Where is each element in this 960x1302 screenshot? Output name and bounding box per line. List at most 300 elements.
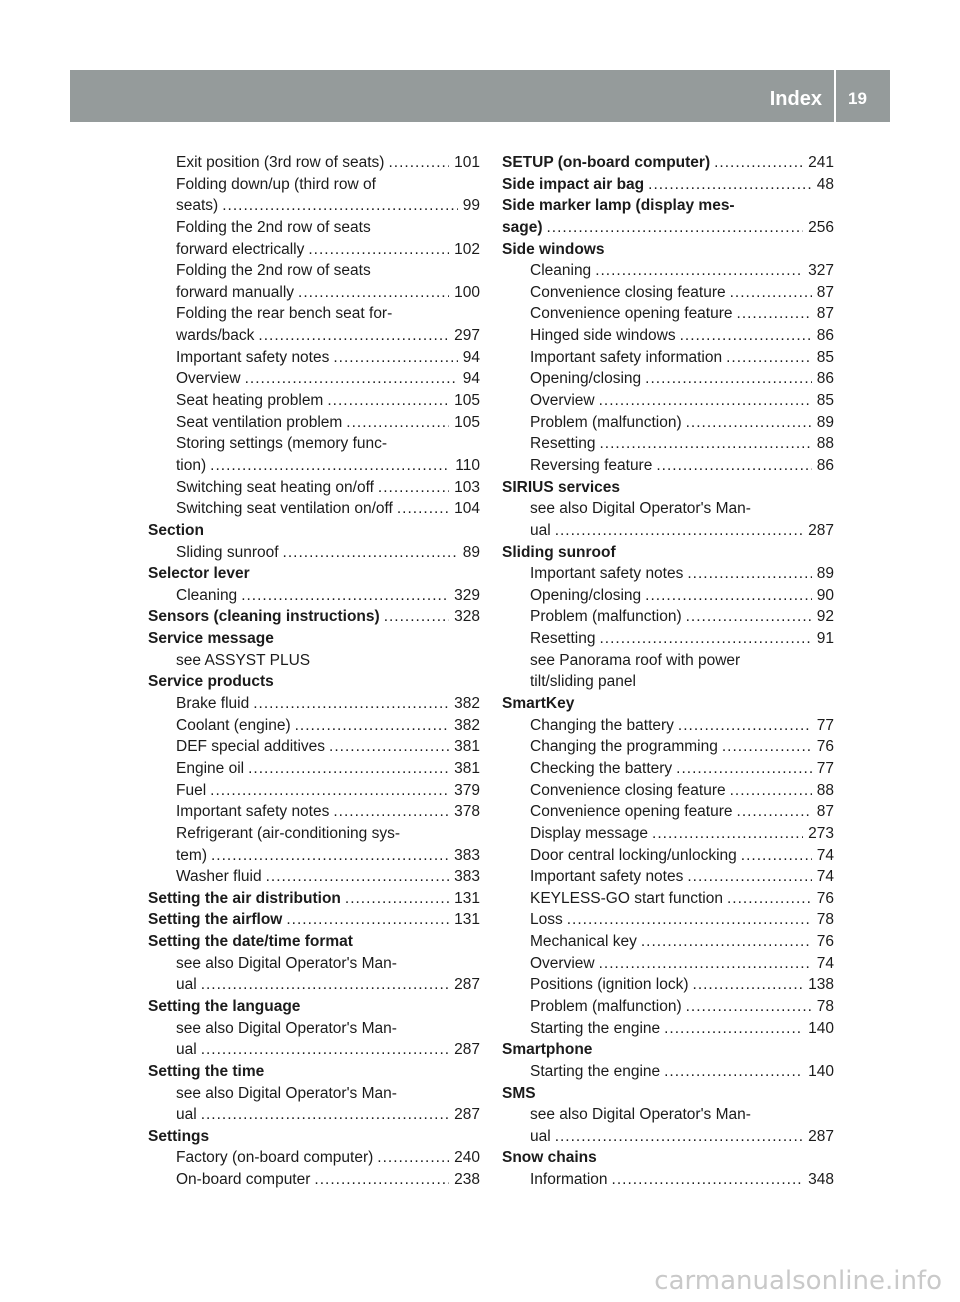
page-reference: 287 <box>808 1127 834 1145</box>
index-subentry <box>148 390 480 412</box>
dot-leader <box>397 498 449 520</box>
dot-leader <box>266 866 450 888</box>
entry-text: Opening/closing <box>530 370 642 388</box>
entry-text: Setting the air distribution <box>148 889 341 907</box>
index-heading <box>502 1039 834 1061</box>
index-heading <box>502 1083 834 1105</box>
entry-text: Service products <box>148 673 274 691</box>
page-reference: 86 <box>816 370 834 388</box>
index-heading <box>502 195 834 217</box>
page-reference: 77 <box>816 759 834 777</box>
page-reference: 287 <box>454 1106 480 1124</box>
dot-leader <box>210 455 450 477</box>
entry-text: Resetting <box>530 630 596 648</box>
page-reference: 78 <box>816 997 834 1015</box>
index-subentry <box>502 606 834 628</box>
entry-text: see Panorama roof with power <box>530 651 741 669</box>
entry-text: Starting the engine <box>530 1019 661 1037</box>
index-subentry <box>148 866 480 888</box>
index-subentry <box>148 801 480 823</box>
index-heading <box>502 542 834 564</box>
dot-leader <box>648 174 812 196</box>
page-reference: 287 <box>808 521 834 539</box>
dot-leader <box>686 996 812 1018</box>
entry-text: Loss <box>530 911 563 929</box>
page-reference: 78 <box>816 911 834 929</box>
page-reference: 138 <box>808 976 834 994</box>
index-subentry <box>148 195 480 217</box>
page-reference: 101 <box>454 154 480 171</box>
entry-text: see also Digital Operator's Man- <box>176 954 397 972</box>
index-subentry <box>148 152 480 174</box>
entry-text: ual <box>530 1127 551 1145</box>
index-heading <box>148 931 480 953</box>
index-subentry <box>502 845 834 867</box>
page-reference: 92 <box>816 608 834 626</box>
entry-text: Refrigerant (air-conditioning sys- <box>176 824 400 842</box>
entry-text: Seat ventilation problem <box>176 413 343 431</box>
page-reference: 287 <box>454 976 480 994</box>
index-subentry <box>148 412 480 434</box>
dot-leader <box>295 715 450 737</box>
index-heading <box>148 996 480 1018</box>
index-heading <box>502 217 834 239</box>
index-subentry <box>502 1169 834 1191</box>
entry-text: Important safety information <box>530 348 723 366</box>
dot-leader <box>314 1169 449 1191</box>
page-reference: 256 <box>808 218 834 236</box>
entry-text: Sliding sunroof <box>176 543 279 561</box>
entry-text: see also Digital Operator's Man- <box>530 500 751 518</box>
dot-leader <box>327 390 449 412</box>
page-reference: 104 <box>454 500 480 518</box>
index-heading <box>502 152 834 174</box>
dot-leader <box>333 347 457 369</box>
page-reference: 110 <box>455 456 480 474</box>
dot-leader <box>567 909 812 931</box>
page-reference: 105 <box>454 413 480 431</box>
index-subentry <box>502 303 834 325</box>
dot-leader <box>656 455 811 477</box>
dot-leader <box>555 1126 803 1148</box>
page-reference: 103 <box>454 478 480 496</box>
index-heading <box>502 477 834 499</box>
page-reference: 85 <box>816 348 834 366</box>
index-subentry <box>148 823 480 845</box>
page-reference: 131 <box>454 911 480 929</box>
entry-text: Coolant (engine) <box>176 716 291 734</box>
page-reference: 328 <box>454 608 480 626</box>
index-heading <box>148 628 480 650</box>
entry-text: Exit position (3rd row of seats) <box>176 154 385 171</box>
entry-text: Checking the battery <box>530 759 673 777</box>
dot-leader <box>245 368 458 390</box>
entry-text: Side windows <box>502 240 605 258</box>
dot-leader <box>737 801 812 823</box>
page-reference: 297 <box>454 327 480 345</box>
entry-text: Hinged side windows <box>530 327 676 345</box>
index-subentry <box>502 758 834 780</box>
page-reference: 76 <box>816 738 834 756</box>
entry-text: see also Digital Operator's Man- <box>176 1084 397 1102</box>
page-reference: 348 <box>808 1171 834 1189</box>
index-subentry <box>502 974 834 996</box>
entry-text: SIRIUS services <box>502 478 621 496</box>
dot-leader <box>664 1018 803 1040</box>
dot-leader <box>652 823 803 845</box>
index-subentry <box>502 498 834 520</box>
index-subentry <box>502 563 834 585</box>
entry-text: Sensors (cleaning instructions) <box>148 608 380 626</box>
page-reference: 48 <box>816 175 834 193</box>
index-heading <box>148 520 480 542</box>
entry-text: Problem (malfunction) <box>530 997 682 1015</box>
index-subentry <box>502 1104 834 1126</box>
entry-text: Important safety notes <box>176 803 330 821</box>
index-heading <box>148 888 480 910</box>
entry-text: Problem (malfunction) <box>530 413 682 431</box>
index-subentry <box>502 585 834 607</box>
page-reference: 378 <box>454 803 480 821</box>
page-reference: 131 <box>454 889 480 907</box>
section-title: Index <box>769 88 822 110</box>
dot-leader <box>248 758 449 780</box>
entry-text: Convenience closing feature <box>530 283 726 301</box>
entry-text: Side impact air bag <box>502 175 645 193</box>
page-reference: 273 <box>808 824 834 842</box>
dot-leader <box>258 325 449 347</box>
entry-text: sage) <box>502 218 543 236</box>
index-subentry <box>148 498 480 520</box>
watermark: carmanualsonline.info <box>654 1266 942 1296</box>
page-reference: 87 <box>816 283 834 301</box>
entry-text: Washer fluid <box>176 868 262 886</box>
dot-leader <box>201 1104 449 1126</box>
index-subentry <box>148 1039 480 1061</box>
dot-leader <box>210 780 449 802</box>
entry-text: SMS <box>502 1084 536 1102</box>
index-subentry <box>502 650 834 672</box>
dot-leader <box>645 585 812 607</box>
index-subentry <box>148 736 480 758</box>
dot-leader <box>333 801 449 823</box>
entry-text: see ASSYST PLUS <box>176 651 311 669</box>
entry-text: Snow chains <box>502 1149 597 1167</box>
index-subentry <box>148 433 480 455</box>
index-heading <box>502 239 834 261</box>
dot-leader <box>547 217 804 239</box>
index-subentry <box>148 758 480 780</box>
dot-leader <box>241 585 449 607</box>
entry-text: ual <box>530 521 551 539</box>
page-reference: 240 <box>454 1149 480 1167</box>
index-subentry <box>502 823 834 845</box>
entry-text: Important safety notes <box>176 348 330 366</box>
header-divider <box>834 70 836 122</box>
entry-text: Selector lever <box>148 565 250 583</box>
dot-leader <box>201 974 449 996</box>
entry-text: Overview <box>530 954 595 972</box>
entry-text: Sliding sunroof <box>502 543 616 561</box>
index-subentry <box>148 325 480 347</box>
page-reference: 89 <box>462 543 480 561</box>
index-subentry <box>148 1083 480 1105</box>
index-subentry <box>502 780 834 802</box>
index-subentry <box>148 455 480 477</box>
dot-leader <box>726 347 812 369</box>
index-subentry <box>148 174 480 196</box>
dot-leader <box>680 325 812 347</box>
entry-text: Engine oil <box>176 759 245 777</box>
dot-leader <box>687 866 811 888</box>
page-reference: 94 <box>462 348 480 366</box>
page-reference: 90 <box>816 586 834 604</box>
index-heading <box>502 693 834 715</box>
index-subentry <box>502 909 834 931</box>
page-reference: 383 <box>454 846 480 864</box>
index-heading <box>148 563 480 585</box>
dot-leader <box>345 888 449 910</box>
index-subentry <box>502 347 834 369</box>
page-reference: 379 <box>454 781 480 799</box>
entry-text: tilt/sliding panel <box>530 673 636 691</box>
index-subentry <box>148 1104 480 1126</box>
entry-text: Convenience opening feature <box>530 305 733 323</box>
entry-text: Setting the language <box>148 997 301 1015</box>
dot-leader <box>730 282 812 304</box>
dot-leader <box>686 412 812 434</box>
index-subentry <box>148 780 480 802</box>
page-reference: 105 <box>454 392 480 410</box>
index-subentry <box>148 217 480 239</box>
page-reference: 87 <box>816 305 834 323</box>
page-reference: 383 <box>454 868 480 886</box>
page-reference: 382 <box>454 716 480 734</box>
index-subentry <box>502 433 834 455</box>
index-subentry <box>502 390 834 412</box>
index-subentry <box>148 542 480 564</box>
entry-text: Setting the airflow <box>148 911 283 929</box>
index-subentry <box>502 953 834 975</box>
index-subentry <box>148 368 480 390</box>
entry-text: On-board computer <box>176 1171 311 1189</box>
page-reference: 86 <box>816 456 834 474</box>
entry-text: Smartphone <box>502 1041 593 1059</box>
index-column-right <box>502 152 834 1191</box>
dot-leader <box>676 758 812 780</box>
dot-leader <box>645 368 812 390</box>
dot-leader <box>222 195 458 217</box>
page-number: 19 <box>848 89 867 108</box>
entry-text: Side marker lamp (display mes- <box>502 197 735 215</box>
index-heading <box>148 909 480 931</box>
entry-text: tem) <box>176 846 207 864</box>
index-subentry <box>502 801 834 823</box>
entry-text: forward electrically <box>176 240 305 258</box>
entry-text: Door central locking/unlocking <box>530 846 737 864</box>
page-reference: 94 <box>462 370 480 388</box>
entry-text: Convenience closing feature <box>530 781 726 799</box>
page-reference: 327 <box>808 262 834 280</box>
dot-leader <box>286 909 449 931</box>
index-subentry <box>502 455 834 477</box>
index-subentry <box>502 1061 834 1083</box>
entry-text: Information <box>530 1171 608 1189</box>
entry-text: ual <box>176 976 197 994</box>
page-reference: 77 <box>816 716 834 734</box>
dot-leader <box>599 628 811 650</box>
page-reference: 102 <box>454 240 480 258</box>
index-subentry <box>502 931 834 953</box>
entry-text: Folding down/up (third row of <box>176 175 376 193</box>
page-reference: 89 <box>816 413 834 431</box>
index-subentry <box>502 736 834 758</box>
dot-leader <box>377 1147 449 1169</box>
entry-text: Cleaning <box>176 586 238 604</box>
entry-text: Switching seat heating on/off <box>176 478 374 496</box>
dot-leader <box>298 282 449 304</box>
index-heading <box>502 174 834 196</box>
dot-leader <box>612 1169 804 1191</box>
index-subentry <box>148 715 480 737</box>
entry-text: wards/back <box>176 327 255 345</box>
index-subentry <box>502 628 834 650</box>
dot-leader <box>378 477 449 499</box>
index-column-left <box>148 152 480 1191</box>
index-subentry <box>502 260 834 282</box>
page-reference: 86 <box>816 327 834 345</box>
page-reference: 140 <box>808 1019 834 1037</box>
index-heading <box>502 1147 834 1169</box>
entry-text: Convenience opening feature <box>530 803 733 821</box>
page-reference: 87 <box>816 803 834 821</box>
dot-leader <box>599 953 812 975</box>
entry-text: Positions (ignition lock) <box>530 976 689 994</box>
dot-leader <box>283 542 458 564</box>
dot-leader <box>599 433 811 455</box>
page-reference: 76 <box>816 933 834 951</box>
dot-leader <box>727 888 812 910</box>
dot-leader <box>714 152 803 174</box>
entry-text: Folding the 2nd row of seats <box>176 262 371 280</box>
dot-leader <box>555 520 803 542</box>
page-reference: 381 <box>454 738 480 756</box>
index-subentry <box>502 671 834 693</box>
entry-text: Brake fluid <box>176 695 250 713</box>
dot-leader <box>384 606 449 628</box>
page-reference: 74 <box>816 868 834 886</box>
entry-text: Setting the time <box>148 1062 265 1080</box>
entry-text: Switching seat ventilation on/off <box>176 500 393 518</box>
dot-leader <box>722 736 812 758</box>
index-subentry <box>502 715 834 737</box>
index-subentry <box>148 650 480 672</box>
index-subentry <box>148 693 480 715</box>
index-heading <box>148 1061 480 1083</box>
page-reference: 241 <box>808 154 834 171</box>
entry-text: Folding the 2nd row of seats <box>176 218 371 236</box>
entry-text: ual <box>176 1106 197 1124</box>
index-subentry <box>148 974 480 996</box>
dot-leader <box>211 845 449 867</box>
index-subentry <box>148 1169 480 1191</box>
index-subentry <box>148 347 480 369</box>
index-subentry <box>502 282 834 304</box>
entry-text: DEF special additives <box>176 738 326 756</box>
entry-text: see also Digital Operator's Man- <box>176 1019 397 1037</box>
index-subentry <box>502 1018 834 1040</box>
dot-leader <box>388 152 449 174</box>
dot-leader <box>599 390 812 412</box>
dot-leader <box>641 931 812 953</box>
entry-text: SETUP (on-board computer) <box>502 154 711 171</box>
page-reference: 88 <box>816 435 834 453</box>
entry-text: Cleaning <box>530 262 592 280</box>
entry-text: SmartKey <box>502 695 575 713</box>
entry-text: Important safety notes <box>530 565 684 583</box>
page-reference: 91 <box>816 630 834 648</box>
entry-text: Important safety notes <box>530 868 684 886</box>
index-subentry <box>502 520 834 542</box>
entry-text: ual <box>176 1041 197 1059</box>
page-reference: 74 <box>816 954 834 972</box>
index-heading <box>148 671 480 693</box>
entry-text: see also Digital Operator's Man- <box>530 1106 751 1124</box>
dot-leader <box>737 303 812 325</box>
page-reference: 76 <box>816 889 834 907</box>
entry-text: Service message <box>148 630 274 648</box>
page-reference: 100 <box>454 283 480 301</box>
dot-leader <box>686 606 812 628</box>
entry-text: Storing settings (memory func- <box>176 435 388 453</box>
entry-text: forward manually <box>176 283 295 301</box>
page-reference: 381 <box>454 759 480 777</box>
index-subentry <box>148 1018 480 1040</box>
entry-text: Changing the battery <box>530 716 674 734</box>
dot-leader <box>201 1039 449 1061</box>
entry-text: Setting the date/time format <box>148 933 353 951</box>
entry-text: Changing the programming <box>530 738 718 756</box>
entry-text: Overview <box>530 392 595 410</box>
entry-text: tion) <box>176 456 207 474</box>
dot-leader <box>741 845 812 867</box>
dot-leader <box>664 1061 803 1083</box>
entry-text: KEYLESS-GO start function <box>530 889 723 907</box>
entry-text: Fuel <box>176 781 207 799</box>
entry-text: seats) <box>176 197 219 215</box>
entry-text: Resetting <box>530 435 596 453</box>
page-reference: 74 <box>816 846 834 864</box>
index-subentry <box>148 239 480 261</box>
index-subentry <box>502 888 834 910</box>
dot-leader <box>308 239 449 261</box>
entry-text: Reversing feature <box>530 456 653 474</box>
page-reference: 140 <box>808 1062 834 1080</box>
dot-leader <box>693 974 804 996</box>
entry-text: Mechanical key <box>530 933 637 951</box>
index-subentry <box>148 303 480 325</box>
entry-text: Problem (malfunction) <box>530 608 682 626</box>
entry-text: Display message <box>530 824 649 842</box>
index-subentry <box>502 325 834 347</box>
entry-text: Section <box>148 521 204 539</box>
index-subentry <box>148 953 480 975</box>
index-subentry <box>502 368 834 390</box>
entry-text: Opening/closing <box>530 586 642 604</box>
index-subentry <box>502 866 834 888</box>
index-heading <box>148 606 480 628</box>
page-reference: 382 <box>454 695 480 713</box>
